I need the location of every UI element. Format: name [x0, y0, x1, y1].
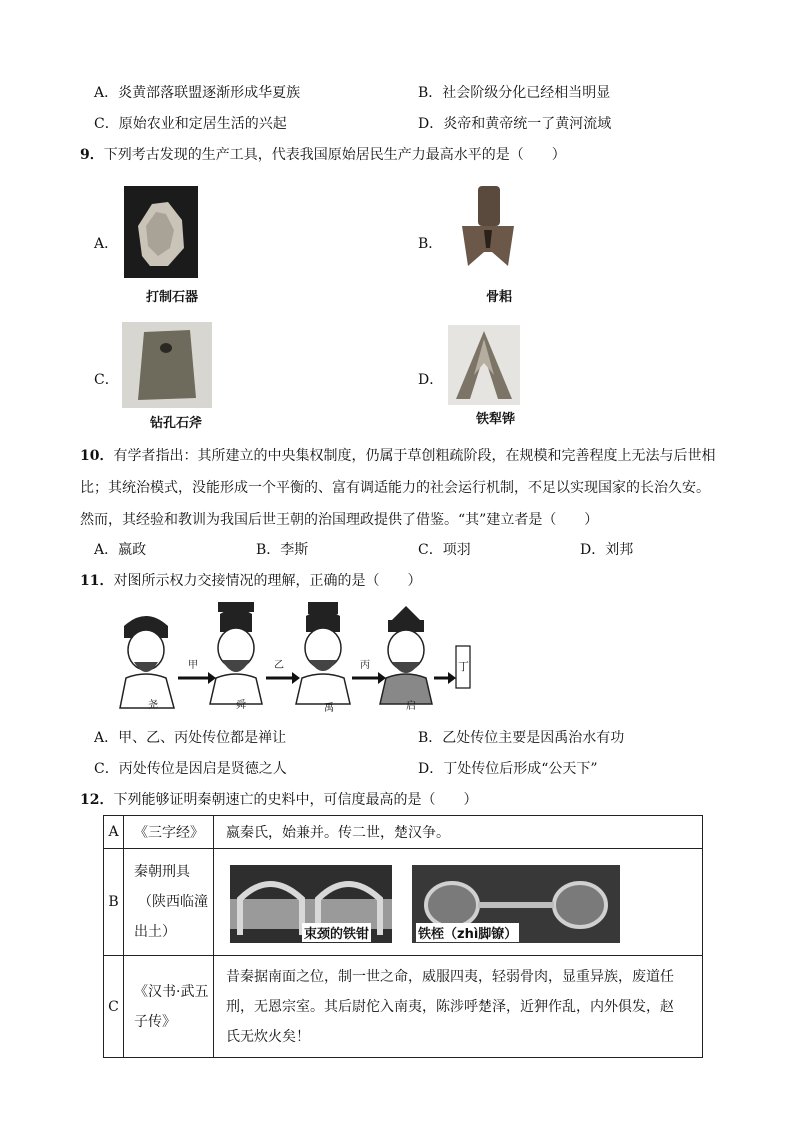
q12-stem [80, 789, 477, 809]
source-line: 《汉书·武五 [134, 983, 209, 1000]
q11-option-c: C．丙处传位是因启是贤德之人 [94, 761, 287, 777]
person-label-yao: 尧 [148, 700, 158, 711]
source-line: 子传》 [134, 1013, 176, 1030]
source-line: （陕西临潼 [138, 894, 208, 910]
q8-option-a: A．炎黄部落联盟逐渐形成华夏族 [94, 85, 301, 101]
qi-figure [380, 606, 432, 704]
image-caption-shackle: 铁桎（zhì脚镣） [416, 923, 519, 942]
person-label-qi: 启 [406, 701, 416, 712]
chipped-stone-tool-photo [124, 186, 198, 278]
q8-option-c: C．原始农业和定居生活的兴起 [94, 116, 287, 132]
source-content: 嬴秦氏，始兼并。传二世，楚汉争。 [214, 816, 703, 849]
q9-caption-a: 打制石器 [146, 290, 199, 305]
q9-stem [80, 144, 566, 164]
arrow-label-jia: 甲 [188, 660, 198, 671]
question-number: 9． [80, 147, 104, 163]
q9-caption-d: 铁犁铧 [476, 412, 516, 427]
iron-neck-clamp-photo [230, 865, 392, 943]
q8-option-b: B．社会阶级分化已经相当明显 [418, 85, 611, 101]
content-line: 氏无炊火矣！ [226, 1028, 310, 1045]
person-label-shun: 舜 [236, 700, 246, 711]
row-letter: C [104, 956, 124, 1058]
question-text: 下列能够证明秦朝速亡的史料中，可信度最高的是（ ） [113, 792, 478, 808]
person-label-yu: 禹 [324, 703, 334, 714]
arrow-label-yi: 乙 [274, 660, 284, 671]
power-succession-diagram [116, 600, 476, 714]
q10-line-1: 有学者指出：其所建立的中央集权制度，仍属于草创粗疏阶段，在规模和完善程度上无法与后世相 [113, 448, 716, 464]
question-text: 下列考古发现的生产工具，代表我国原始居民生产力最高水平的是（ ） [103, 147, 566, 163]
q10-option-a: A．嬴政 [94, 542, 147, 558]
q10-option-c: C．项羽 [418, 542, 471, 558]
row-letter: A [104, 816, 124, 849]
yao-figure [120, 616, 174, 708]
q10-option-b: B．李斯 [256, 542, 309, 558]
q10-line-3: 然而，其经验和教训为我国后世王朝的治国理政提供了借鉴。“其”建立者是（ ） [80, 512, 599, 528]
question-number: 12． [80, 792, 114, 808]
q8-option-d: D．炎帝和黄帝统一了黄河流域 [418, 116, 612, 132]
table-row-b [104, 849, 703, 956]
q9-caption-b: 骨耜 [486, 290, 513, 305]
q11-option-d: D．丁处传位后形成“公天下” [418, 761, 598, 777]
q10-stem [80, 440, 740, 536]
q11-stem [80, 570, 421, 590]
source-name [124, 849, 214, 956]
source-name: 《三字经》 [124, 816, 214, 849]
question-number: 11． [80, 573, 114, 589]
arrow-label-bing: 丙 [360, 660, 370, 671]
q9-option-d-letter: D． [418, 372, 444, 388]
q9-option-c-letter: C． [94, 372, 119, 388]
q11-option-a: A．甲、乙、丙处传位都是禅让 [94, 730, 287, 746]
table-row-c [104, 956, 703, 1058]
end-label-ding: 丁 [458, 660, 469, 673]
table-row-a [104, 816, 703, 849]
source-name [124, 956, 214, 1058]
source-content [214, 956, 703, 1058]
q9-option-a-letter: A． [94, 236, 119, 252]
q10-option-d: D．刘邦 [580, 542, 634, 558]
yu-figure [296, 602, 350, 704]
q12-source-table [103, 815, 703, 1058]
content-line: 刑，无恩宗室。其后尉佗入南夷，陈涉呼楚泽，近狎作乱，内外俱发，赵 [226, 998, 674, 1015]
q11-option-b: B．乙处传位主要是因禹治水有功 [418, 730, 625, 746]
shun-figure [210, 602, 262, 704]
question-text: 对图所示权力交接情况的理解，正确的是（ ） [113, 573, 422, 589]
source-line: 出土） [134, 924, 176, 940]
q9-option-b-letter: B． [418, 236, 443, 252]
drilled-stone-axe-photo [122, 322, 212, 408]
content-line: 昔秦据南面之位，制一世之命，威服四夷，轻弱骨肉，显重异族，废道任 [226, 968, 674, 985]
q9-caption-c: 钻孔石斧 [150, 416, 203, 431]
source-content [214, 849, 703, 956]
bone-spade-photo [448, 182, 528, 282]
question-number: 10． [80, 448, 114, 464]
iron-shackle-photo [412, 865, 620, 943]
q10-line-2: 比；其统治模式，没能形成一个平衡的、富有调适能力的社会运行机制，不足以实现国家的长治久安。 [80, 480, 710, 496]
source-line: 秦朝刑具 [134, 864, 190, 880]
iron-plowshare-photo [448, 325, 520, 405]
row-letter: B [104, 849, 124, 956]
image-caption-neck-clamp: 束颈的铁钳 [302, 923, 371, 942]
